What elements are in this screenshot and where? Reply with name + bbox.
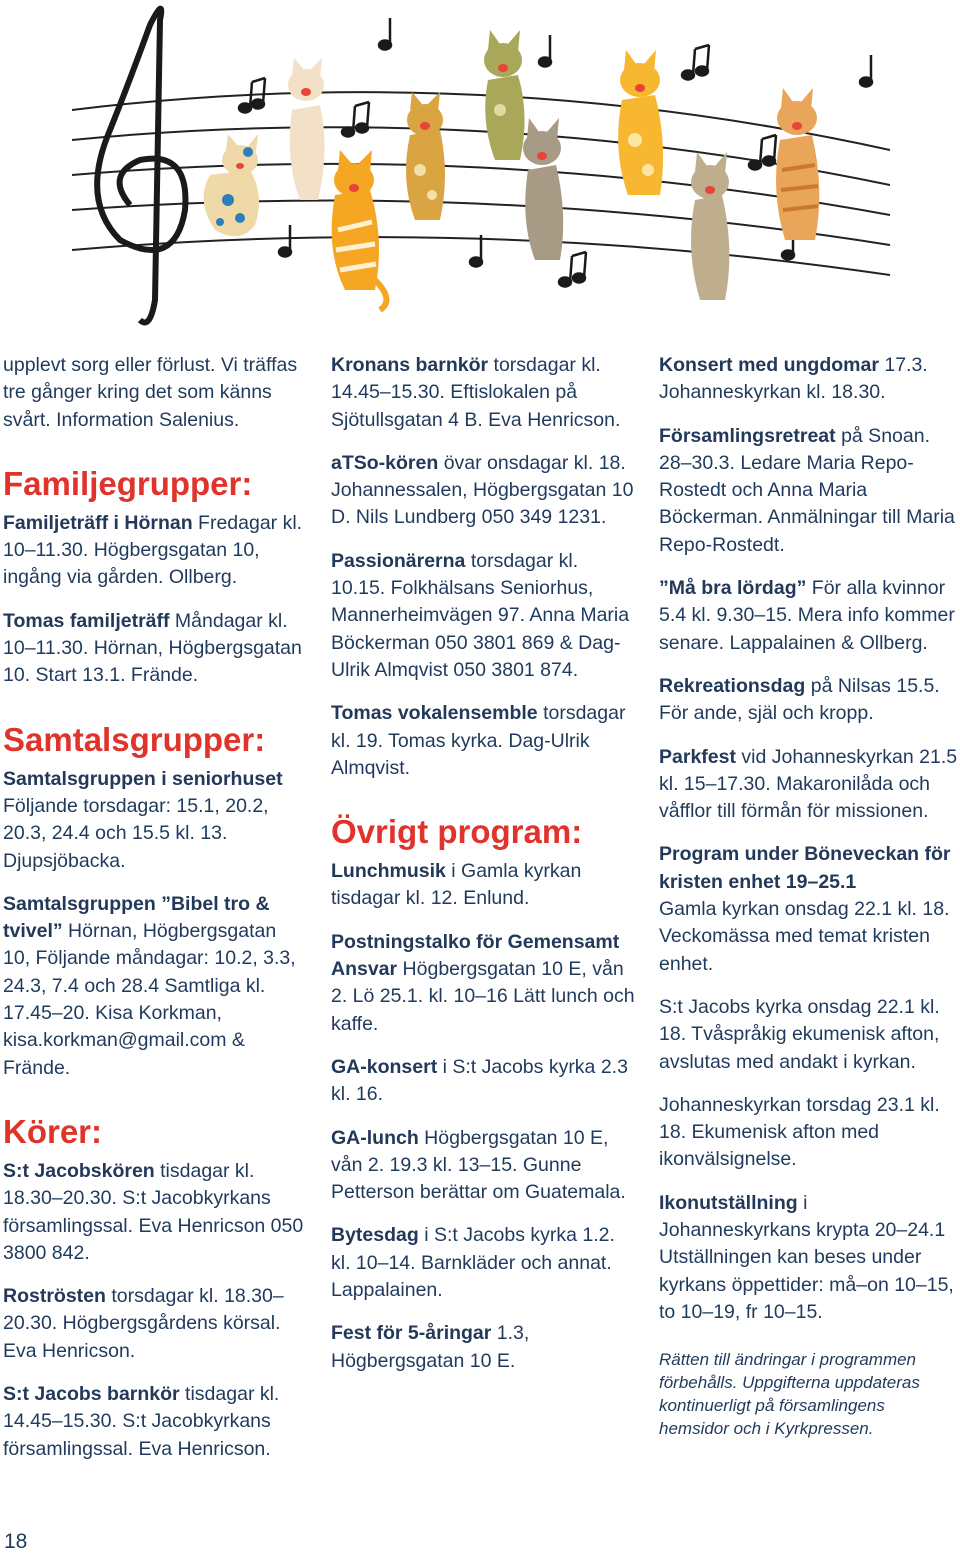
cat-icon-orange-striped bbox=[332, 150, 387, 310]
event-tomas-vokalensemble: Tomas vokalensemble torsdagar kl. 19. Tomas kyrka. Dag-Ulrik Almqvist. bbox=[331, 702, 626, 779]
event-lunchmusik: Lunchmusik i Gamla kyrkan tisdagar kl. 12. Enlund. bbox=[331, 860, 582, 910]
heading-korer: Körer: bbox=[3, 1112, 103, 1150]
event-postningstalko: Postningstalko för Gemensamt Ansvar Högbergsgatan 10 E, vån 2. Lö 25.1. kl. 10–16 Lätt lunch och kaffe. bbox=[331, 930, 635, 1035]
singing-cats-illustration bbox=[0, 0, 960, 340]
cat-icon-tabby bbox=[776, 88, 819, 240]
cat-icon-olive bbox=[484, 30, 525, 160]
column-middle bbox=[331, 352, 636, 1391]
event-rekreationsdag: Rekreationsdag på Nilsas 15.5. För ande, själ och kropp. bbox=[659, 674, 940, 725]
heading-samtalsgrupper: Samtalsgrupper: bbox=[3, 720, 266, 758]
event-fest-5-aringar: Fest för 5-åringar 1.3, Högbergsgatan 10 E. bbox=[331, 1322, 530, 1372]
column-left bbox=[3, 352, 308, 1479]
event-ga-konsert: GA-konsert i S:t Jacobs kyrka 2.3 kl. 16. bbox=[331, 1055, 628, 1106]
event-tomas-familjetraff: Tomas familjeträff Måndagar kl. 10–11.30. Hörnan, Högbergsgatan 10. Start 13.1. Frände. bbox=[3, 609, 302, 687]
event-st-jacobs-barnkor: S:t Jacobs barnkör tisdagar kl. 14.45–15.30. S:t Jacobkyrkans församlingssal. Eva Henricson. bbox=[3, 1383, 280, 1460]
treble-clef-icon bbox=[97, 9, 185, 323]
heading-ovrigt-program: Övrigt program: bbox=[331, 813, 583, 851]
cat-icon-blue-spotted bbox=[204, 134, 259, 236]
event-ikonutstallning: Ikonutställning i Johanneskyrkans krypta 20–24.1 Utställningen kan beses under kyrkans öppettider: må–on 10–15, to 10–19, fr 10–15. bbox=[659, 1191, 954, 1323]
event-boneveckan: Program under Böneveckan för kristen enhet 19–25.1 Gamla kyrkan onsdag 22.1 kl. 18. Veckomässa med temat kristen enhet. bbox=[659, 843, 951, 975]
event-kronans-barnkor: Kronans barnkör torsdagar kl. 14.45–15.30. Eftislokalen på Sjötullsgatan 4 B. Eva Henricson. bbox=[331, 354, 621, 431]
event-samtalsgruppen-seniorhuset: Samtalsgruppen i seniorhuset Följande torsdagar: 15.1, 20.2, 20.3, 24.4 och 15.5 kl. 13. Djupsjöbacka. bbox=[3, 767, 283, 872]
event-st-jacobs-ekumenisk: S:t Jacobs kyrka onsdag 22.1 kl. 18. Tvåspråkig ekumenisk afton, avslutas med andakt i kyrkan. bbox=[659, 995, 940, 1073]
event-atso-koren: aTSo-kören övar onsdagar kl. 18. Johannessalen, Högbergsgatan 10 D. Nils Lundberg 050 349 1231. bbox=[331, 451, 634, 529]
event-johanneskyrkan-ekumenisk: Johanneskyrkan torsdag 23.1 kl. 18. Ekumenisk afton med ikonvälsignelse. bbox=[659, 1093, 940, 1171]
event-forsamlingsretreat: Församlingsretreat på Snoan. 28–30.3. Ledare Maria Repo-Rostedt och Anna Maria Böckerman. Anmälningar till Maria Repo-Rostedt. bbox=[659, 424, 955, 556]
event-bytesdag: Bytesdag i S:t Jacobs kyrka 1.2. kl. 10–14. Barnkläder och annat. Lappalainen. bbox=[331, 1224, 615, 1302]
page-number: 18 bbox=[4, 1530, 28, 1553]
event-bibel-tro-tvivel: Samtalsgruppen ”Bibel tro & tvivel” Hörnan, Högbergsgatan 10, Följande måndagar: 10.2, 3.3, 24.3, 7.4 och 28.4 Samtliga kl. 17.45–20. Kisa Korkman, kisa.korkman@gmail.com & Frände. bbox=[3, 892, 296, 1079]
event-konsert-ungdomar: Konsert med ungdomar 17.3. Johanneskyrkan kl. 18.30. bbox=[659, 354, 928, 404]
event-familjetraff: Familjeträff i Hörnan Fredagar kl. 10–11.30. Högbergsgatan 10, ingång via gården. Ollberg. bbox=[3, 511, 303, 589]
heading-familjegrupper: Familjegrupper: bbox=[3, 464, 253, 502]
event-rostrosten: Roströsten torsdagar kl. 18.30–20.30. Högbergsgårdens körsal. Eva Henricson. bbox=[3, 1285, 284, 1362]
event-st-jacobskoren: S:t Jacobskören tisdagar kl. 18.30–20.30. S:t Jacobkyrkans församlingssal. Eva Henricson 050 3800 842. bbox=[3, 1159, 304, 1264]
cat-icon-ochre bbox=[406, 92, 445, 220]
event-ma-bra-lordag: ”Må bra lördag” För alla kvinnor 5.4 kl. 9.30–15. Mera info kommer senare. Lappalainen & Ollberg. bbox=[659, 577, 955, 654]
cat-icon-yellow bbox=[618, 50, 663, 195]
column-right bbox=[659, 352, 959, 1440]
intro-text: upplevt sorg eller förlust. Vi träffas tre gånger kring det som känns svårt. Information Salenius. bbox=[3, 354, 298, 431]
cat-icon-beige bbox=[691, 152, 729, 300]
disclaimer-note: Rätten till ändringar i programmen förbehålls. Uppgifterna uppdateras kontinuerligt på församlingens hemsidor och i Kyrkpressen. bbox=[659, 1350, 920, 1439]
cat-icon-cream bbox=[288, 58, 325, 200]
cat-icon-grey bbox=[523, 118, 563, 260]
event-ga-lunch: GA-lunch Högbergsgatan 10 E, vån 2. 19.3 kl. 13–15. Gunne Petterson berättar om Guatemala. bbox=[331, 1126, 626, 1204]
event-parkfest: Parkfest vid Johanneskyrkan 21.5 kl. 15–17.30. Makaronilåda och våfflor till förmån för missionen. bbox=[659, 745, 958, 823]
event-passionarerna: Passionärerna torsdagar kl. 10.15. Folkhälsans Seniorhus, Mannerheimvägen 97. Anna Maria Böckerman 050 3801 869 & Dag-Ulrik Almqvist 050 3801 874. bbox=[331, 549, 630, 681]
